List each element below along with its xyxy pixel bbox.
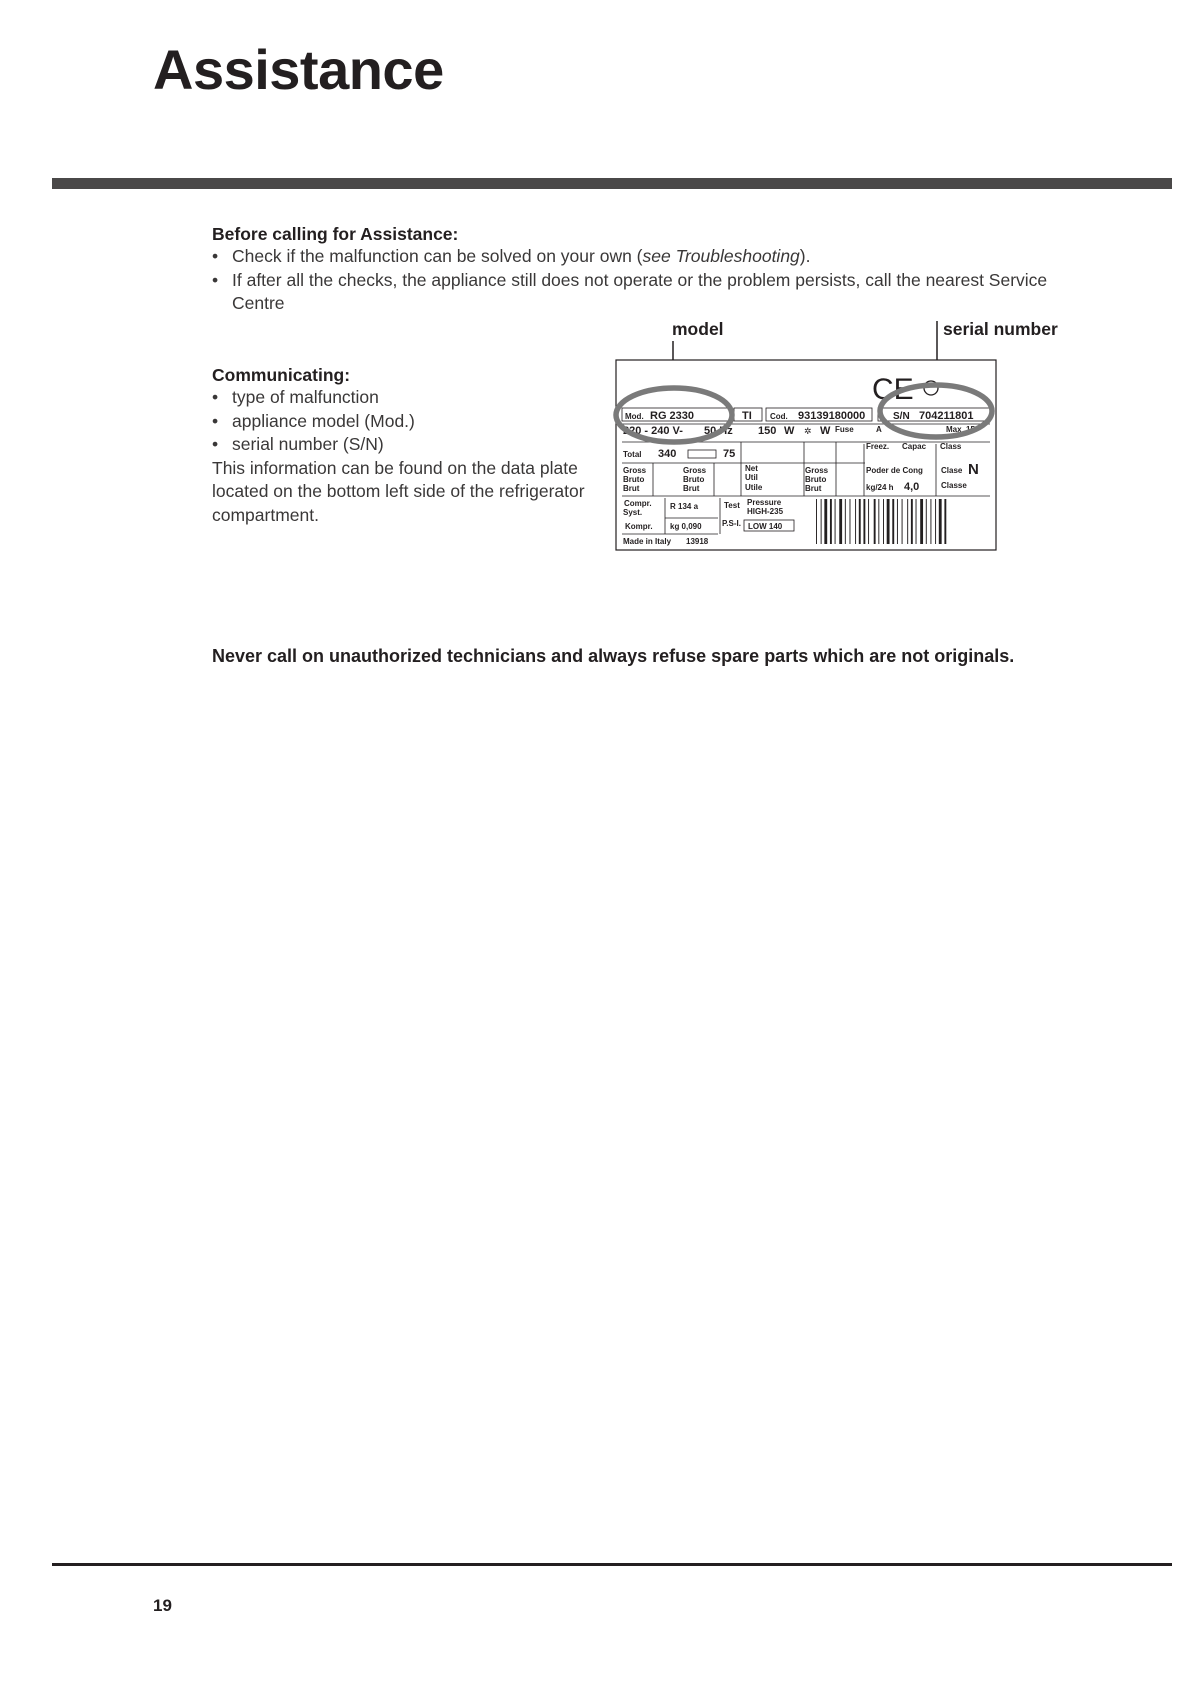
- svg-text:TI: TI: [742, 410, 752, 422]
- model-value: RG 2330: [650, 410, 695, 422]
- bullet2-text: If after all the checks, the appliance still does not operate or the problem persists, call the nearest Service Centre: [232, 269, 1048, 313]
- code-value: 93139180000: [798, 410, 866, 422]
- svg-text:Bruto: Bruto: [623, 475, 645, 484]
- svg-text:W: W: [820, 425, 831, 437]
- svg-text:Freez.: Freez.: [866, 442, 890, 451]
- list-item: [212, 245, 1072, 269]
- list-item: • appliance model (Mod.): [212, 410, 592, 434]
- svg-text:✲: ✲: [804, 426, 812, 436]
- svg-text:13918: 13918: [686, 537, 709, 546]
- header-divider-bar: [52, 178, 1172, 189]
- svg-text:Net: Net: [745, 464, 758, 473]
- svg-text:50 Hz: 50 Hz: [704, 425, 733, 437]
- svg-text:Gross: Gross: [683, 466, 707, 475]
- svg-text:Brut: Brut: [683, 484, 700, 493]
- svg-text:Gross: Gross: [805, 466, 829, 475]
- svg-text:Made in Italy: Made in Italy: [623, 537, 672, 546]
- list-item: • type of malfunction: [212, 386, 592, 410]
- svg-text:150: 150: [758, 425, 777, 437]
- serial-number-callout-label: serial number: [943, 319, 1058, 339]
- svg-text:N: N: [968, 461, 979, 478]
- svg-text:Clase: Clase: [941, 466, 963, 475]
- bullet1-suffix: ).: [799, 246, 811, 266]
- svg-text:Total: Total: [623, 450, 642, 459]
- svg-text:15: 15: [966, 425, 975, 434]
- troubleshooting-reference: see Troubleshooting: [642, 246, 800, 266]
- page-title: Assistance: [153, 38, 444, 101]
- svg-text:Utile: Utile: [745, 483, 763, 492]
- svg-text:S/N: S/N: [893, 411, 910, 422]
- svg-text:75: 75: [723, 448, 736, 460]
- svg-text:P.S-I.: P.S-I.: [722, 519, 741, 528]
- svg-text:kg/24 h: kg/24 h: [866, 483, 894, 492]
- page-number: 19: [153, 1596, 172, 1615]
- svg-text:HIGH-235: HIGH-235: [747, 507, 784, 516]
- data-plate-figure: [610, 316, 1080, 556]
- before-calling-section: [212, 224, 1072, 316]
- svg-text:Util: Util: [745, 473, 758, 482]
- svg-text:Cod.: Cod.: [770, 412, 788, 421]
- svg-text:Max: Max: [946, 425, 962, 434]
- svg-text:Poder de Cong: Poder de Cong: [866, 466, 923, 475]
- svg-text:220 - 240 V-: 220 - 240 V-: [623, 425, 683, 437]
- svg-text:Fuse: Fuse: [835, 425, 854, 434]
- svg-text:Mod.: Mod.: [625, 412, 644, 421]
- svg-text:A: A: [876, 425, 882, 434]
- svg-text:Bruto: Bruto: [805, 475, 827, 484]
- svg-text:4,0: 4,0: [904, 481, 920, 493]
- svg-text:LOW 140: LOW 140: [748, 522, 783, 531]
- svg-text:kg 0,090: kg 0,090: [670, 522, 702, 531]
- footer-divider-line: [52, 1563, 1172, 1566]
- list-item: [212, 269, 1072, 316]
- svg-text:Brut: Brut: [805, 484, 822, 493]
- model-callout-label: model: [672, 319, 724, 339]
- svg-text:Compr.: Compr.: [624, 499, 652, 508]
- svg-text:Test: Test: [724, 501, 740, 510]
- data-plate-location-note: This information can be found on the data plate located on the bottom left side of the refrigerator compartment.: [212, 457, 585, 525]
- svg-text:Class: Class: [940, 442, 962, 451]
- list-item: • serial number (S/N): [212, 433, 592, 457]
- before-calling-list: [212, 245, 1072, 316]
- communicating-section: [212, 365, 592, 527]
- svg-text:Pressure: Pressure: [747, 498, 782, 507]
- serial-value: 704211801: [919, 410, 974, 422]
- svg-text:Classe: Classe: [941, 481, 967, 490]
- svg-text:Kompr.: Kompr.: [625, 522, 653, 531]
- ce-mark: CE: [872, 373, 914, 406]
- svg-text:W: W: [784, 425, 795, 437]
- unauthorized-technicians-warning: Never call on unauthorized technicians and always refuse spare parts which are not originals.: [212, 646, 1015, 666]
- svg-text:Brut: Brut: [623, 484, 640, 493]
- svg-text:Bruto: Bruto: [683, 475, 705, 484]
- svg-text:340: 340: [658, 448, 677, 460]
- svg-text:Syst.: Syst.: [623, 508, 643, 517]
- before-calling-heading: Before calling for Assistance:: [212, 224, 459, 244]
- communicating-list: [212, 386, 592, 457]
- communicating-heading: Communicating:: [212, 365, 351, 385]
- svg-text:Gross: Gross: [623, 466, 647, 475]
- svg-text:Capac: Capac: [902, 442, 927, 451]
- svg-text:R 134 a: R 134 a: [670, 502, 699, 511]
- bullet1-prefix: Check if the malfunction can be solved on your own (: [232, 246, 643, 266]
